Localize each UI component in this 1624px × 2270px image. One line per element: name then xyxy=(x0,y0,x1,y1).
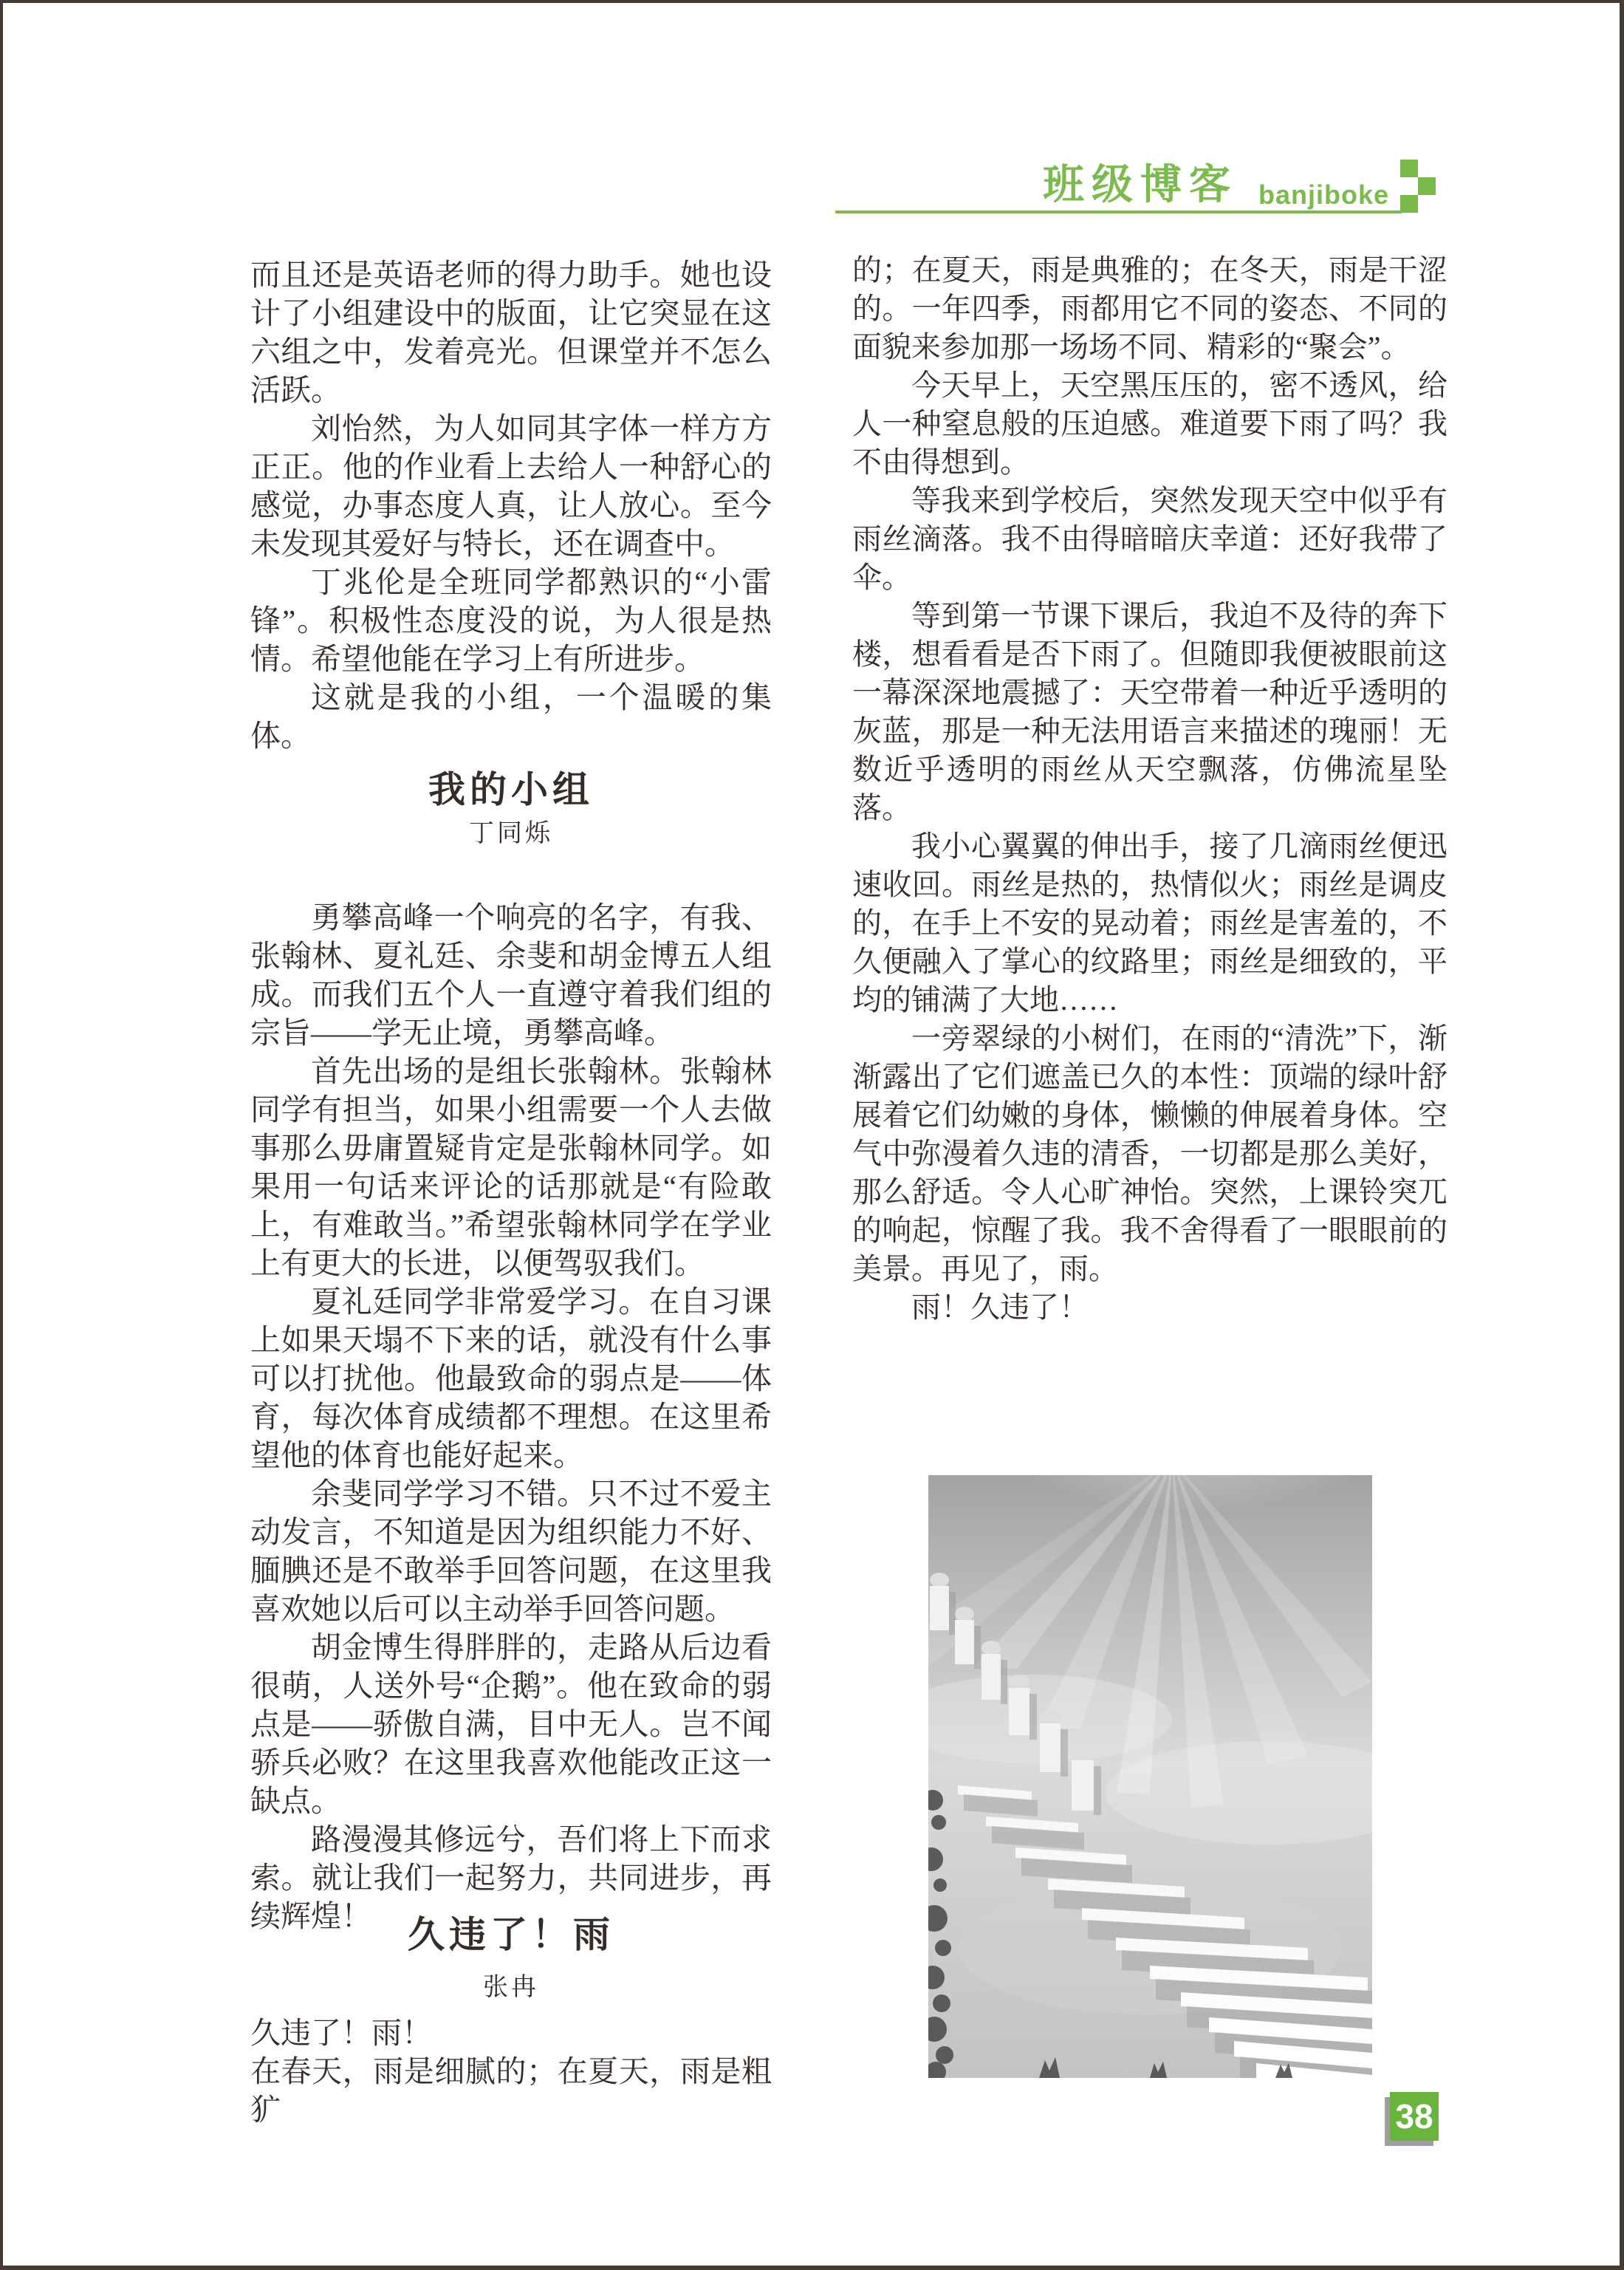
paragraph: 丁兆伦是全班同学都熟识的“小雷锋”。积极性态度没的说，为人很是热情。希望他能在学习上有所进步。 xyxy=(250,565,772,676)
article1-author: 丁同烁 xyxy=(469,820,553,847)
paragraph: 等我来到学校后，突然发现天空中似乎有雨丝滴落。我不由得暗暗庆幸道：还好我带了伞。 xyxy=(852,484,1447,594)
paragraph: 雨！久违了！ xyxy=(911,1290,1089,1324)
paragraph: 勇攀高峰一个响亮的名字，有我、张翰林、夏礼廷、余斐和胡金博五人组成。而我们五个人一直遵守着我们组的宗旨——学无止境，勇攀高峰。 xyxy=(250,900,772,1050)
paragraph: 胡金博生得胖胖的，走路从后边看很萌，人送外号“企鹅”。他在致命的弱点是——骄傲自满，目中无人。岂不闻骄兵必败？在这里我喜欢他能改正这一缺点。 xyxy=(250,1630,772,1818)
paragraph: 路漫漫其修远兮，吾们将上下而求索。就让我们一起努力，共同进步，再续辉煌！ xyxy=(250,1822,772,1933)
paragraph: 今天早上，天空黑压压的，密不透风，给人一种窒息般的压迫感。难道要下雨了吗？我不由得想到。 xyxy=(852,369,1447,479)
paragraph: 在春天，雨是细腻的；在夏天，雨是粗犷 xyxy=(250,2054,772,2127)
right-column-body xyxy=(852,251,1447,1327)
paragraph: 的；在夏天，雨是典雅的；在冬天，雨是干涩的。一年四季，雨都用它不同的姿态、不同的面貌来参加那一场场不同、精彩的“聚会”。 xyxy=(852,253,1447,363)
article2-author: 张冉 xyxy=(483,1974,539,2001)
page-header-pinyin: banjiboke xyxy=(1258,180,1390,210)
article2-title: 久违了！雨 xyxy=(408,1914,614,1955)
page-header-title: 班级博客 xyxy=(1043,161,1238,208)
paragraph: 等到第一节课下课后，我迫不及待的奔下楼，想看看是否下雨了。但随即我便被眼前这一幕深深地震撼了：天空带着一种近乎透明的灰蓝，那是一种无法用语言来描述的瑰丽！无数近乎透明的雨丝从天空飘落，仿佛流星坠落。 xyxy=(852,599,1447,824)
page-number-badge: 38 xyxy=(1390,2092,1439,2141)
article2-opening-lines xyxy=(250,2014,772,2129)
header-square xyxy=(1418,177,1436,195)
article1-body xyxy=(250,898,772,1935)
paragraph: 余斐同学学习不错。只不过不爱主动发言，不知道是因为组织能力不好、腼腆还是不敢举手回答问题，在这里我喜欢她以后可以主动举手回答问题。 xyxy=(250,1477,772,1626)
article1-title: 我的小组 xyxy=(428,769,594,810)
paragraph: 夏礼廷同学非常爱学习。在自习课上如果天塌不下来的话，就没有什么事可以打扰他。他最致命的弱点是——体育，每次体育成绩都不理想。在这里希望他的体育也能好起来。 xyxy=(250,1285,772,1472)
paragraph: 这就是我的小组，一个温暖的集体。 xyxy=(250,680,772,753)
paragraph: 一旁翠绿的小树们，在雨的“清洗”下，渐渐露出了它们遮盖已久的本性：顶端的绿叶舒展着它们幼嫩的身体，懒懒的伸展着身体。空气中弥漫着久违的清香，一切都是那么美好，那么舒适。令人心旷神怡。突然，上课铃突兀的响起，惊醒了我。我不舍得看了一眼眼前的美景。再见了，雨。 xyxy=(852,1022,1447,1285)
paragraph: 首先出场的是组长张翰林。张翰林同学有担当，如果小组需要一个人去做事那么毋庸置疑肯定是张翰林同学。如果用一句话来评论的话那就是“有险敢上，有难敢当。”希望张翰林同学在学业上有更大的长进，以便驾驭我们。 xyxy=(250,1054,772,1280)
header-square xyxy=(1400,195,1418,213)
paragraph: 我小心翼翼的伸出手，接了几滴雨丝便迅速收回。雨丝是热的，热情似火；雨丝是调皮的，在手上不安的晃动着；雨丝是害羞的，不久便融入了掌心的纹路里；雨丝是细致的，平均的铺满了大地…… xyxy=(852,830,1447,1016)
left-column-intro xyxy=(250,256,772,755)
paragraph: 久违了！雨！ xyxy=(250,2016,432,2050)
paragraph: 刘怡然，为人如同其字体一样方方正正。他的作业看上去给人一种舒心的感觉，办事态度人真，让人放心。至今未发现其爱好与特长，还在调查中。 xyxy=(250,411,772,561)
header-squares-icon xyxy=(1400,160,1436,213)
header-square xyxy=(1400,160,1418,177)
paragraph: 而且还是英语老师的得力助手。她也设计了小组建设中的版面，让它突显在这六组之中，发着亮光。但课堂并不怎么活跃。 xyxy=(250,258,772,407)
stairway-to-sky-photo xyxy=(928,1475,1372,2078)
header-rule xyxy=(835,211,1402,213)
